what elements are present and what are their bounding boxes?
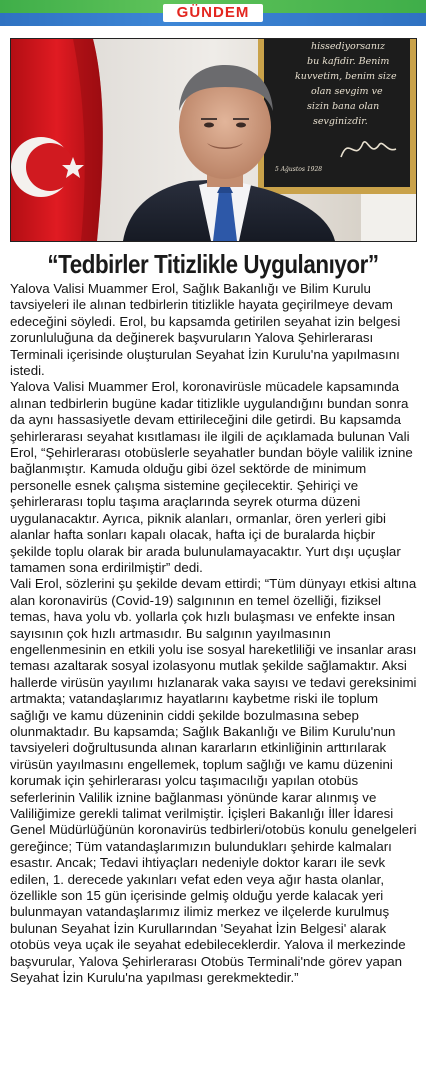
frame-quote-date: 5 Ağustos 1928 xyxy=(275,166,323,173)
paragraph-1: Yalova Valisi Muammer Erol, Sağlık Bakanlığı ve Bilim Kurulu tavsiyeleri ile alınan tedbirlerin titizlikle hayata geçirilmeye devam edeceğini söyledi. Erol, bu kapsamda getirilen seyahat izin belgesi zorunluluğuna da değinerek başvuruların Yalova Şehirlerarası Terminali içerisinde oluşturulan Seyahat İzin Kurulu'na yapılmasını istedi. xyxy=(10,281,401,379)
section-label: GÜNDEM xyxy=(176,4,250,21)
paragraph-2: Yalova Valisi Muammer Erol, koronavirüsle mücadele kapsamında alınan tedbirlerin bugüne kadar titizlikle uygulandığını bundan sonra da aynı hassasiyetle devam ettirileceğini dile getirdi. Bu kapsamda şehirlerarası seyahat kısıtlaması ile ilgili de açıklamada bulunan Vali Erol, “Şehirlerarası otobüslerle seyahatler bundan böyle valilik iznine bağlanmıştır. Kamuda olduğu gibi özel sektörde de minimum personelle esnek çalışma sistemine geçilecektir. Şehiriçi ve şehirlerarası toplu taşıma araçlarında seyrek oturma düzeni uygulanacaktır. Ayrıca, piknik alanları, ormanlar, ören yerleri gibi alanlar hafta sonları kapalı olacak, hafta içi de buralarda hiçbir şekilde toplu olarak bir arada bulunulamayacaktır. Yurt dışı uçuşlar tamamen sona erdirilmiştir” dedi. xyxy=(10,379,413,575)
frame-quote-line-2: bu kafidir. Benim xyxy=(307,56,390,67)
paragraph-3: Vali Erol, sözlerini şu şekilde devam ettirdi; “Tüm dünyayı etkisi altına alan koronavirüs (Covid-19) salgınının en temel özelliği, fiziksel temas, hava yolu vb. yollarla çok hızlı bulaşması ve enfekte insan sayısının çok hızlı artmasıdır. Bu salgının yayılmasının engellenmesinin en etkili yolu ise sosyal hareketliliği ve insanlar arası teması azaltarak sosyal izolasyonu mutlak şekilde sağlamaktır. Aksi hallerde virüsün yayılımı hızlanarak vaka sayısı ve tedavi gereksinimi artmakta; vatandaşlarımız hayatlarını kaybetme riski ile toplum sağlığı ve kamu düzeninin ciddi şekilde bozulmasına sebep olunmaktadır. Bu kapsamda; Sağlık Bakanlığı ve Bilim Kurulu'nun tavsiyeleri doğrultusunda alınan kararların etkinliğinin arttırılarak virüsün yayılmasını engellemek, toplum sağlığı ve kamu düzenini korumak için şehirlerarası yolcu taşımacılığı yapılan otobüs seferlerinin Valilik iznine bağlanması yönünde karar alınmış ve Valiliğimize gerekli talimat verilmiştir. İçişleri Bakanlığı İller İdaresi Genel Müdürlüğünün koronavirüs tedbirleri/otobüs konulu genelgeleri gereğince; Tüm vatandaşlarımızın bulundukları şehirde kalmaları esastır. Ancak; Tedavi ihtiyaçları nedeniyle doktor kararı ile sevk edilen, 1. derecede yakınları vefat eden veya ağır hasta olanlar, özellikle son 15 gün içerisinde gelmiş olduğu yerde kalacak yeri bulunmayan vatandaşlarımız ilimiz merkez ve ilçelerde kurulmuş bulunan Seyahat İzin Kurullarından 'Seyahat İzin Belgesi' alarak otobüs veya uçak ile seyahat edebileceklerdir. Yalova il merkezinde başvurular, Yalova Şehirlerarası Otobüs Terminali'nde görev yapan Seyahat İzin Kurulu'na yapılması gerekmektedir.” xyxy=(10,576,417,986)
article-body xyxy=(10,281,418,986)
frame-quote-line-3: kuvvetim, benim size xyxy=(295,71,397,82)
frame-quote-line-1: hissediyorsanız xyxy=(311,41,385,52)
frame-quote-line-5: sizin bana olan xyxy=(307,101,380,112)
headline: “Tedbirler Titizlikle Uygulanıyor” xyxy=(47,249,379,279)
frame-quote-line-4: olan sevgim ve xyxy=(311,86,383,97)
news-photo xyxy=(10,38,417,242)
section-header-band xyxy=(0,0,426,26)
portrait-photo-icon xyxy=(11,39,416,241)
section-label-box xyxy=(163,4,263,22)
frame-quote-line-6: sevginizdir. xyxy=(313,116,368,127)
